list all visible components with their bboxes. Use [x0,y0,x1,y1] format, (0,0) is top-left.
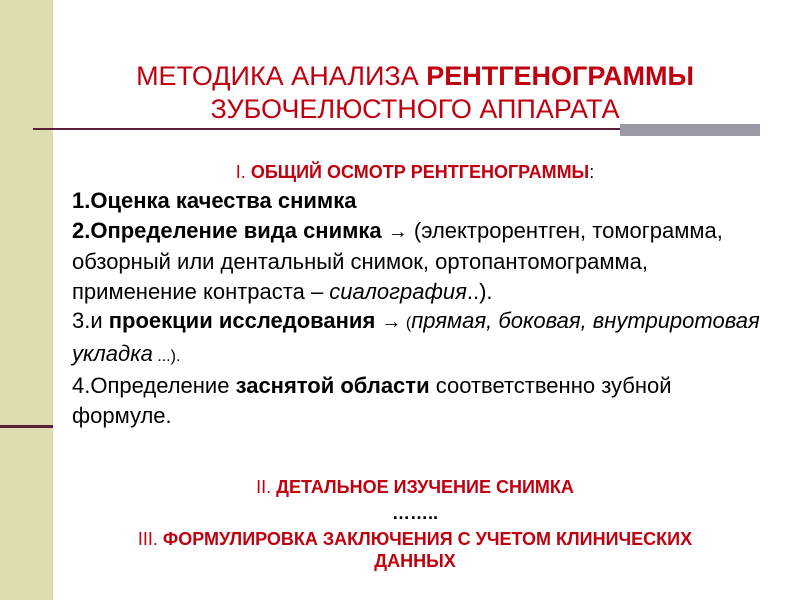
title-line1-regular: МЕТОДИКА АНАЛИЗА [136,61,427,91]
section-1-number: I. [235,162,251,182]
item-2-bold: 2.Определение вида снимка [72,217,382,243]
section-3-number: III. [137,529,163,549]
item-3-end: ...). [152,347,181,365]
title-line1-bold: РЕНТГЕНОГРАММЫ [426,61,694,91]
sidebar-divider [0,425,53,428]
item-4-rest: соответственно зубной формуле. [72,373,672,428]
section-2-heading [60,476,770,498]
list-item [72,306,777,371]
arrow-icon: → [387,220,408,243]
steps-list [72,186,777,430]
item-2-text: (электрорентген, томограмма, обзорный или дентальный снимок, ортопантомограмма, применение контраста – [72,217,723,304]
section-1-heading [60,161,770,183]
list-item [72,186,777,216]
section-3-heading [110,528,720,572]
item-3-start: 3.и [72,308,109,333]
arrow-icon: → [381,311,402,333]
title-line2: ЗУБОЧЕЛЮСТНОГО АППАРАТА [210,94,620,124]
list-item [72,216,777,307]
item-2-end: ..). [466,278,493,304]
item-4-start: 4.Определение [72,373,236,398]
section-1-colon: : [589,162,595,182]
section-1-text: ОБЩИЙ ОСМОТР РЕНТГЕНОГРАММЫ [250,162,590,182]
item-3-bold: проекции исследования [108,308,376,333]
item-3-paren: ( [401,315,412,332]
section-2-number: II. [256,477,277,497]
item-2-italic: сиалография [329,278,467,304]
item-3-italic: прямая, боковая, внутриротовая укладка [72,308,760,366]
dots-text: …….. [391,503,438,523]
section-3-text: ФОРМУЛИРОВКА ЗАКЛЮЧЕНИЯ С УЧЕТОМ КЛИНИЧЕСКИХ ДАННЫХ [162,529,693,571]
slide-title [60,60,770,126]
ellipsis-dots [60,502,770,524]
list-item [72,371,777,430]
left-accent-bar [0,0,53,600]
section-2-text: ДЕТАЛЬНОЕ ИЗУЧЕНИЕ СНИМКА [276,477,574,497]
item-4-bold: заснятой области [235,373,430,398]
item-1-text: 1.Оценка качества снимка [72,188,357,213]
